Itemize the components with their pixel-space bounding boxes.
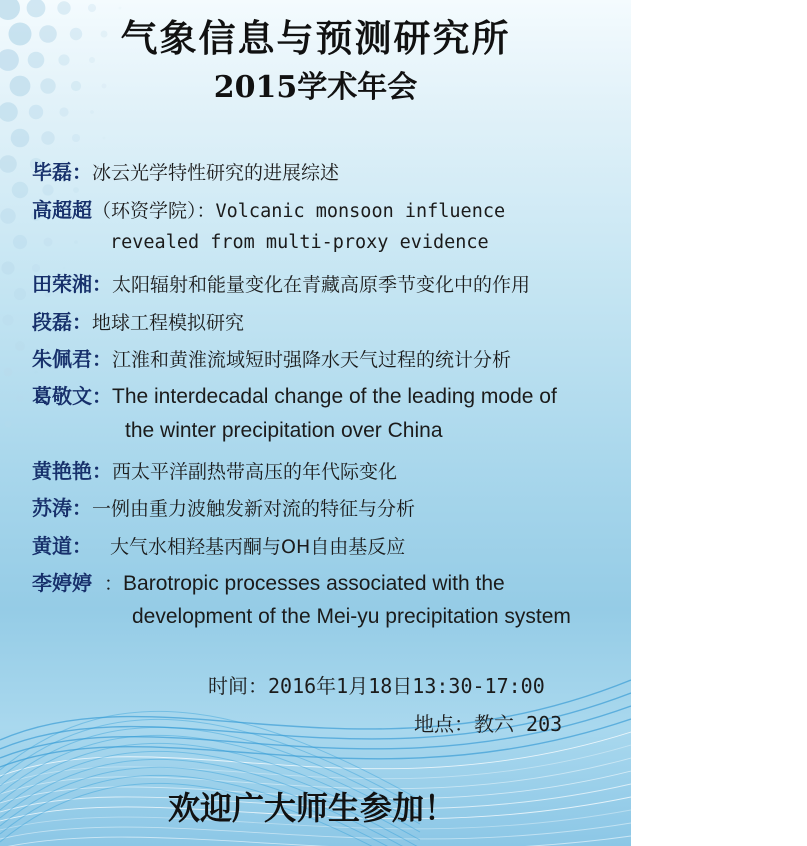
talk-title: 冰云光学特性研究的进展综述 bbox=[92, 162, 340, 184]
talk-9 bbox=[32, 530, 405, 559]
speaker-name: 李婷婷 bbox=[32, 571, 92, 595]
talk-6 bbox=[32, 380, 557, 409]
talk-6-title-continued: the winter precipitation over China bbox=[125, 419, 443, 442]
decorative-wave-line bbox=[0, 836, 631, 846]
speaker-name: 苏涛： bbox=[32, 496, 92, 520]
decorative-wave-line bbox=[0, 732, 631, 776]
talk-title: Barotropic processes associated with the bbox=[123, 572, 505, 595]
speaker-name: 段磊： bbox=[32, 310, 92, 334]
talk-title: 江淮和黄淮流域短时强降水天气过程的统计分析 bbox=[112, 349, 512, 371]
poster-title: 气象信息与预测研究所 bbox=[120, 16, 511, 60]
talk-2 bbox=[32, 194, 505, 223]
decorative-wave-line bbox=[0, 745, 631, 785]
speaker-name: 田荣湘： bbox=[32, 272, 112, 296]
speaker-name: 黄艳艳： bbox=[32, 459, 112, 483]
talk-title: 西太平洋副热带高压的年代际变化 bbox=[112, 461, 398, 483]
talk-title: Volcanic monsoon influence bbox=[215, 201, 506, 222]
talk-title: 地球工程模拟研究 bbox=[92, 312, 245, 334]
talk-7 bbox=[32, 455, 397, 484]
speaker-name: 葛敬文： bbox=[32, 384, 112, 408]
talk-2-title-continued: revealed from multi-proxy evidence bbox=[110, 232, 489, 253]
talk-title: The interdecadal change of the leading mode of bbox=[112, 385, 557, 408]
speaker-name: 高超超 bbox=[32, 198, 92, 222]
talk-4 bbox=[32, 306, 244, 335]
event-location: 地点：教六 203 bbox=[414, 712, 563, 736]
speaker-separator: ： bbox=[104, 573, 124, 595]
talk-10 bbox=[32, 567, 505, 596]
talk-8 bbox=[32, 492, 415, 521]
talk-10-title-continued: development of the Mei-yu precipitation system bbox=[132, 605, 571, 628]
event-time: 时间：2016年1月18日13:30-17:00 bbox=[208, 674, 545, 698]
talk-title: 太阳辐射和能量变化在青藏高原季节变化中的作用 bbox=[112, 274, 531, 296]
speaker-name: 朱佩君： bbox=[32, 347, 112, 371]
talk-title: 大气水相羟基丙酮与OH自由基反应 bbox=[110, 536, 406, 558]
welcome-message: 欢迎广大师生参加！ bbox=[168, 789, 457, 827]
talk-title: 一例由重力波触发新对流的特征与分析 bbox=[92, 498, 416, 520]
speaker-name: 黄道： bbox=[32, 534, 92, 558]
talk-5 bbox=[32, 343, 511, 372]
poster-subtitle: 2015学术年会 bbox=[213, 70, 418, 105]
talk-1 bbox=[32, 156, 339, 185]
speaker-name: 毕磊： bbox=[32, 160, 92, 184]
talk-3 bbox=[32, 268, 530, 297]
speaker-affiliation: （环资学院）： bbox=[92, 200, 216, 222]
